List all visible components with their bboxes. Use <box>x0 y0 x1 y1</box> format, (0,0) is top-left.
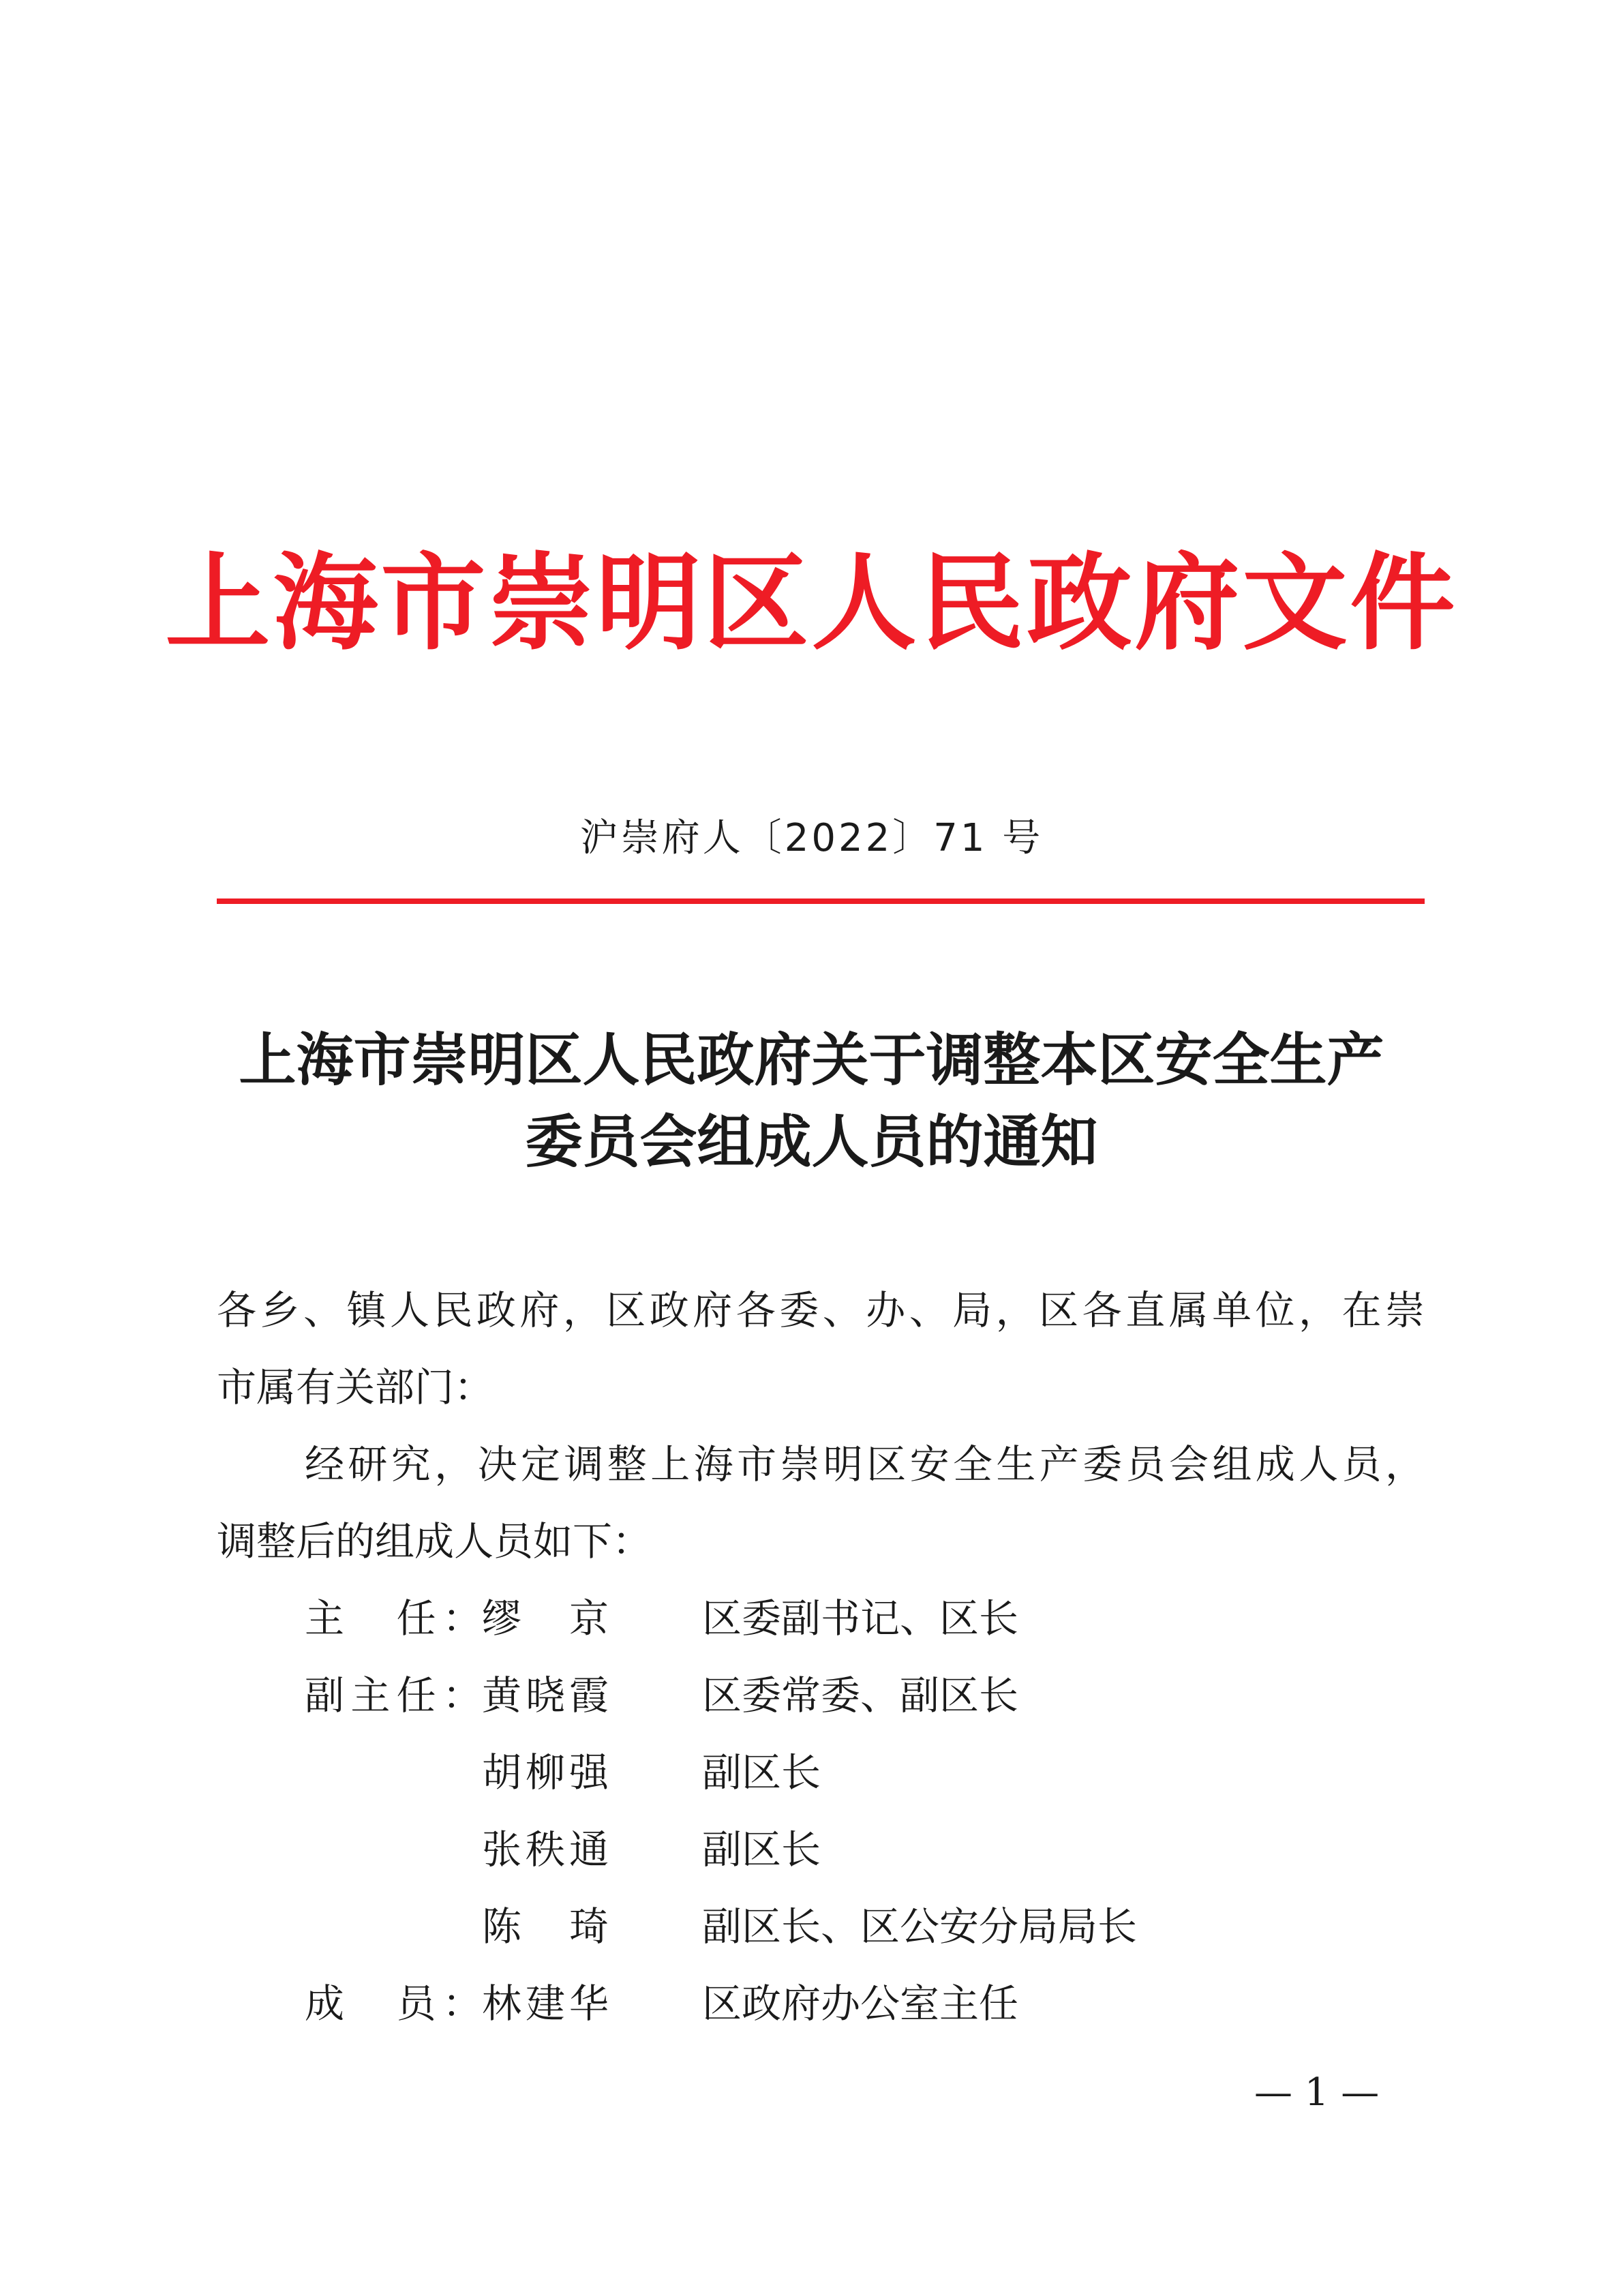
member-post: 副区长 <box>702 1749 821 1796</box>
page-number: — 1 — <box>1254 2070 1380 2115</box>
member-role: 副主任： <box>305 1672 482 1719</box>
member-name: 缪 京 <box>482 1595 609 1642</box>
notice-title-line-1: 上海市崇明区人民政府关于调整本区安全生产 <box>239 1026 1384 1093</box>
member-name: 黄晓霞 <box>482 1672 609 1719</box>
member-name: 胡柳强 <box>482 1749 609 1796</box>
member-post: 区委副书记、区长 <box>702 1595 1019 1642</box>
member-post: 区政府办公室主任 <box>702 1980 1019 2027</box>
document-number: 沪崇府人〔2022〕71 号 <box>579 816 1044 860</box>
red-divider-line <box>217 898 1425 904</box>
member-post: 区委常委、副区长 <box>702 1672 1019 1719</box>
addressee-line-1: 各乡、镇人民政府，区政府各委、办、局，区各直属单位，在崇 <box>217 1287 1425 1333</box>
member-name: 林建华 <box>482 1980 609 2027</box>
member-name: 张秩通 <box>482 1826 609 1873</box>
masthead-title: 上海市崇明区人民政府文件 <box>165 541 1458 665</box>
addressee-line-2: 市属有关部门： <box>217 1364 494 1410</box>
notice-title-line-2: 委员会组成人员的通知 <box>525 1108 1098 1175</box>
member-post: 副区长 <box>702 1826 821 1873</box>
body-paragraph-line-2: 调整后的组成人员如下： <box>217 1518 652 1565</box>
member-role: 成 员： <box>305 1980 482 2027</box>
member-role: 主 任： <box>305 1595 482 1642</box>
body-paragraph-line-1: 经研究，决定调整上海市崇明区安全生产委员会组成人员， <box>305 1441 1425 1487</box>
member-name: 陈 琦 <box>482 1903 609 1950</box>
member-post: 副区长、区公安分局局长 <box>702 1903 1138 1950</box>
